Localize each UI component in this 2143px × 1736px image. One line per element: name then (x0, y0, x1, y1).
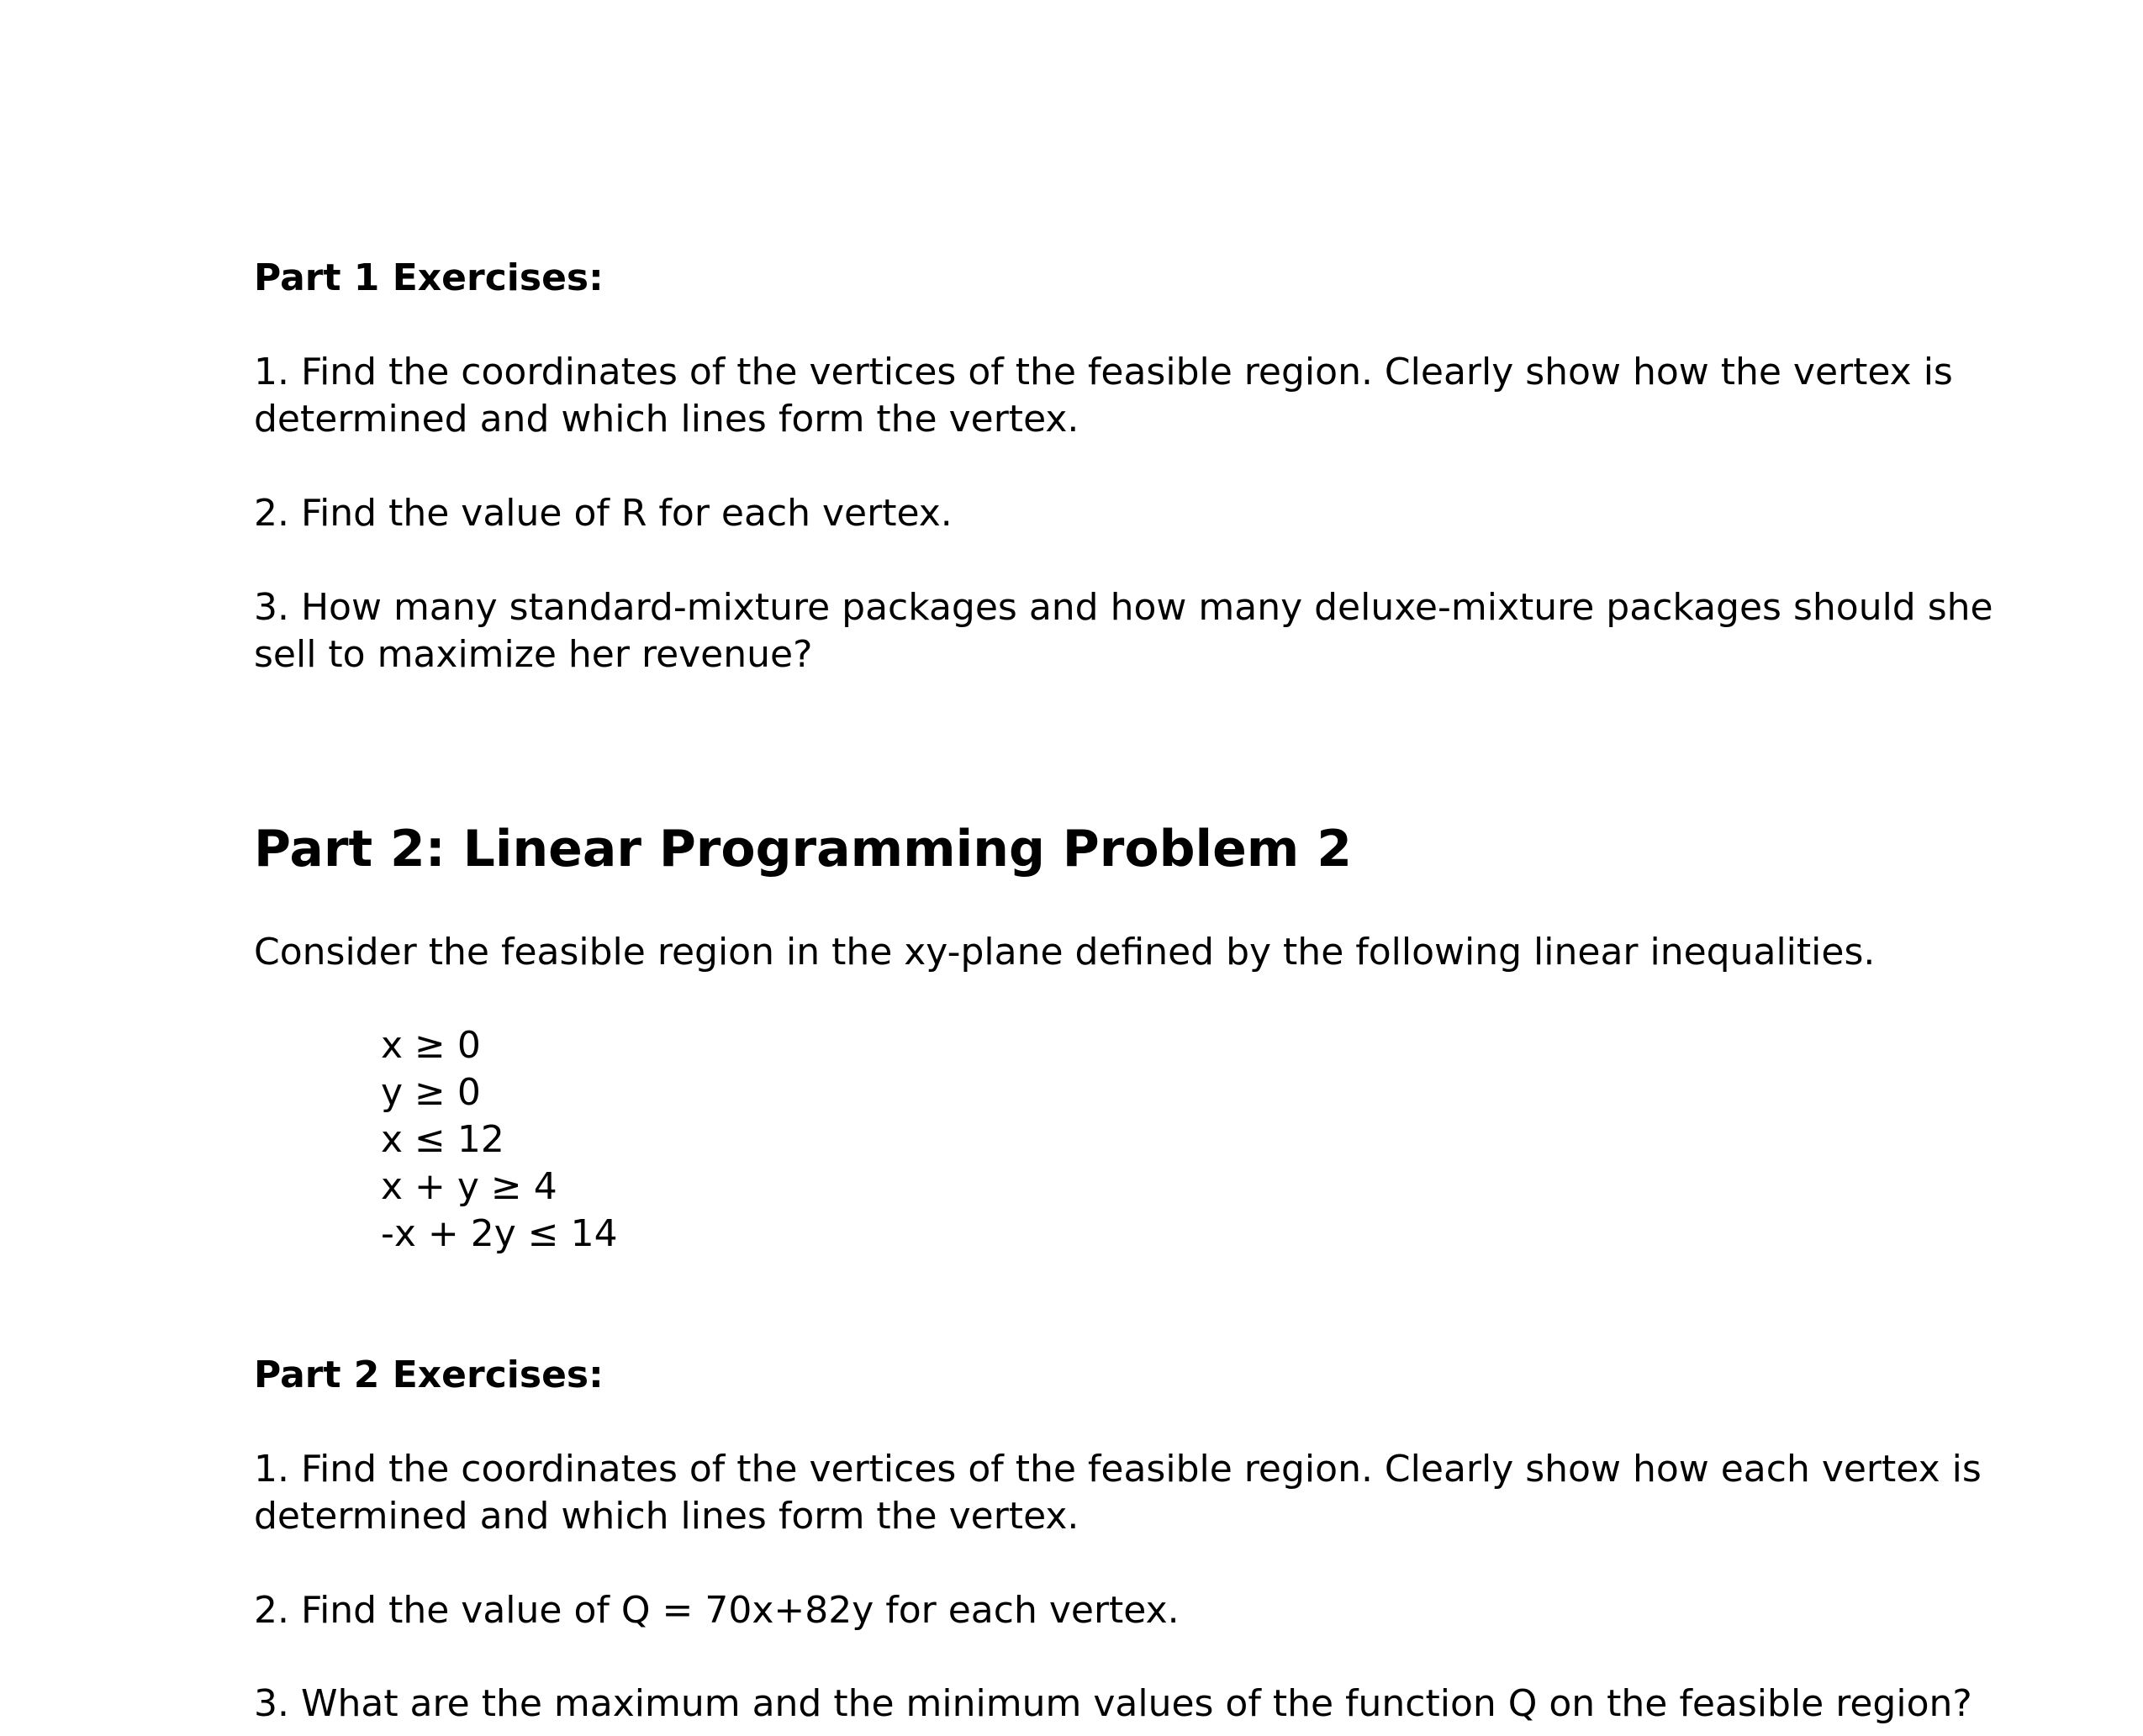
part2-exercise-3: 3. What are the maximum and the minimum values of the function Q on the feasible region? (254, 1682, 1972, 1725)
part2-intro: Consider the feasible region in the xy-plane defined by the following linear inequalities. (254, 931, 1876, 974)
part1-exercise-3-line1: 3. How many standard-mixture packages and how many deluxe-mixture packages should she (254, 586, 1993, 629)
part1-exercise-1-line1: 1. Find the coordinates of the vertices of the feasible region. Clearly show how the vertex is (254, 351, 1953, 393)
inequality-5: -x + 2y ≤ 14 (381, 1212, 618, 1255)
part2-exercise-2: 2. Find the value of Q = 70x+82y for each vertex. (254, 1589, 1180, 1632)
inequality-2: y ≥ 0 (381, 1071, 481, 1114)
part2-exercise-1-line2: determined and which lines form the vertex. (254, 1495, 1079, 1538)
part1-exercise-3-line2: sell to maximize her revenue? (254, 633, 813, 676)
inequality-4: x + y ≥ 4 (381, 1165, 557, 1208)
part2-exercises-heading: Part 2 Exercises: (254, 1353, 604, 1396)
inequality-3: x ≤ 12 (381, 1118, 504, 1161)
inequality-1: x ≥ 0 (381, 1024, 481, 1067)
part2-title: Part 2: Linear Programming Problem 2 (254, 820, 1352, 879)
part1-exercises-heading: Part 1 Exercises: (254, 256, 604, 299)
part1-exercise-2: 2. Find the value of R for each vertex. (254, 492, 953, 535)
part1-exercise-1-line2: determined and which lines form the vertex. (254, 398, 1079, 441)
part2-exercise-1-line1: 1. Find the coordinates of the vertices of the feasible region. Clearly show how each vertex is (254, 1448, 1982, 1491)
